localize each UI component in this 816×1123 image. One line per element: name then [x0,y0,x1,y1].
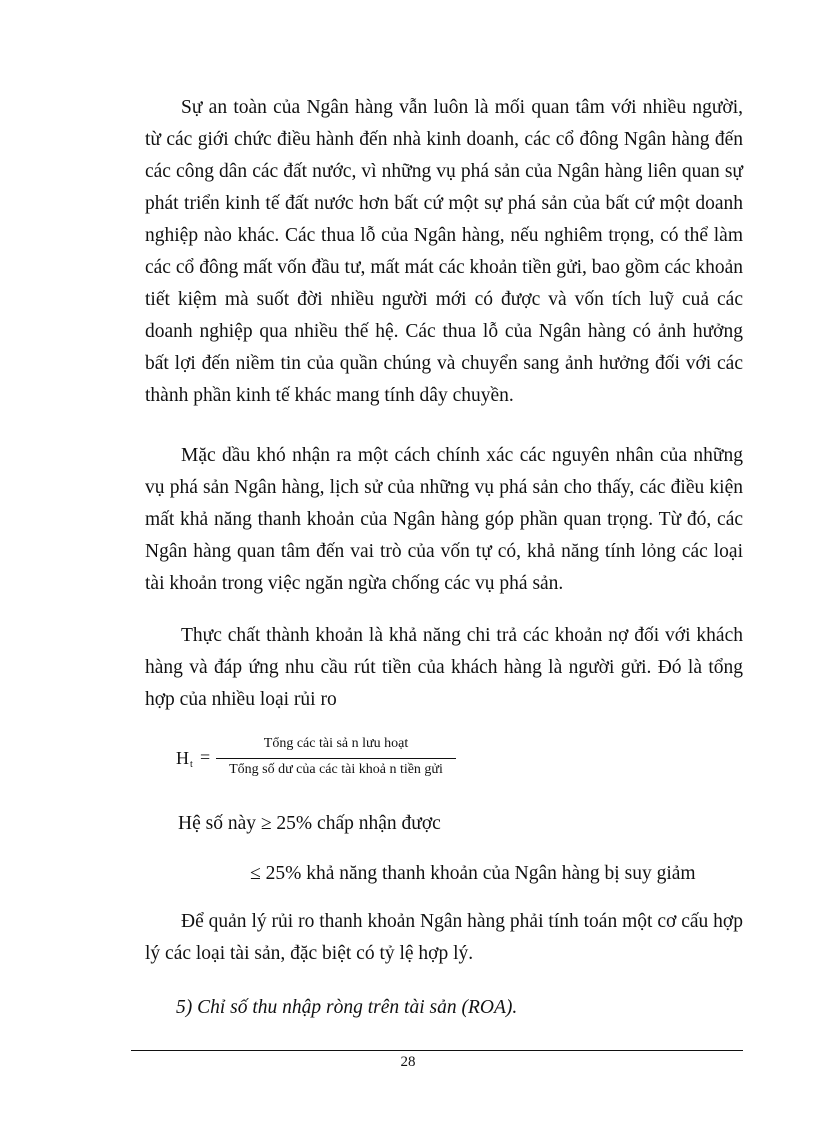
formula-denominator: Tổng số dư của các tài khoả n tiền gửi [229,762,443,777]
page-number: 28 [400,1054,416,1070]
condition-acceptable: Hệ số này ≥ 25% chấp nhận được [178,813,441,834]
formula-symbol: H [176,748,189,768]
formula-lhs [176,748,193,770]
footer-divider [131,1050,743,1051]
paragraph-bankruptcy-causes: Mặc dầu khó nhận ra một cách chính xác các nguyên nhân của những vụ phá sản Ngân hàng, lịch sử của những vụ phá sản cho thấy, các điều kiện mất khả năng thanh khoản của Ngân hàng góp phần quan trọng. Từ đó, các Ngân hàng quan tâm đến vai trò của vốn tự có, khả năng tính lỏng các loại tài khoản trong việc ngăn ngừa chống các vụ phá sản. [145,445,743,594]
formula-numerator: Tổng các tài sả n lưu hoạt [263,736,409,751]
fraction-bar [216,758,456,759]
section-heading-roa: 5) Chỉ số thu nhập ròng trên tài sản (ROA). [176,997,518,1018]
condition-declining: ≤ 25% khả năng thanh khoản của Ngân hàng bị suy giảm [250,863,696,884]
formula-subscript: t [190,759,193,770]
paragraph-liquidity-management: Để quản lý rủi ro thanh khoản Ngân hàng phải tính toán một cơ cấu hợp lý các loại tài sản, đặc biệt có tỷ lệ hợp lý. [145,911,743,964]
formula-equals: = [200,747,211,767]
liquidity-ratio-formula [176,734,476,786]
paragraph-liquidity-definition: Thực chất thành khoản là khả năng chi trả các khoản nợ đối với khách hàng và đáp ứng nhu cầu rút tiền của khách hàng là người gửi. Đó là tổng hợp của nhiều loại rủi ro [145,625,743,710]
paragraph-bank-safety: Sự an toàn của Ngân hàng vẫn luôn là mối quan tâm với nhiều người, từ các giới chức điều hành đến nhà kinh doanh, các cổ đông Ngân hàng đến các công dân các đất nước, vì những vụ phá sản của Ngân hàng liên quan sự phát triển kinh tế đất nước hơn bất cứ một sự phá sản của bất cứ một doanh nghiệp nào khác. Các thua lỗ của Ngân hàng, nếu nghiêm trọng, có thể làm các cổ đông mất vốn đầu tư, mất mát các khoản tiền gửi, bao gồm các khoản tiết kiệm mà suốt đời nhiều người mới có được và vốn tích luỹ cuả các doanh nghiệp qua nhiều thế hệ. Các thua lỗ của Ngân hàng có ảnh hưởng bất lợi đến niềm tin của quần chúng và chuyển sang ảnh hưởng đối với các thành phần kinh tế khác mang tính dây chuyền. [145,97,743,406]
